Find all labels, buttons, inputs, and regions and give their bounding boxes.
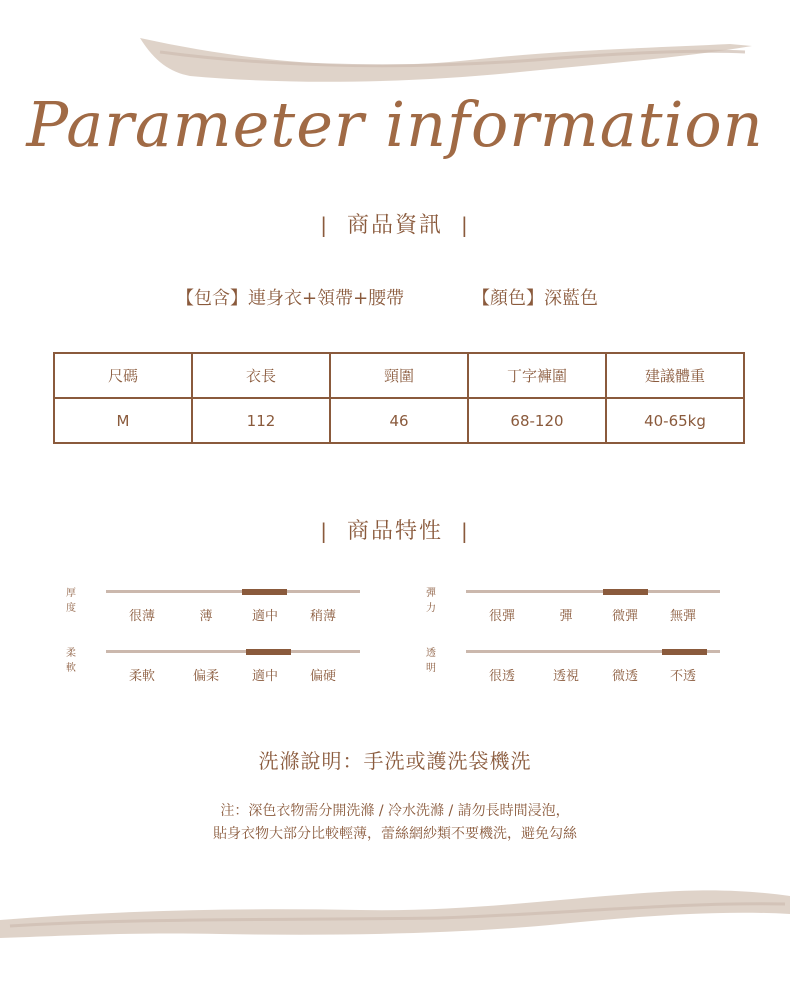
scale-track bbox=[106, 650, 360, 653]
heading-left-bar: | bbox=[320, 213, 329, 237]
wash-instructions: 洗滌說明：手洗或護洗袋機洗 bbox=[258, 749, 532, 773]
table-header-cell: 建議體重 bbox=[606, 353, 744, 398]
scale-option: 無彈 bbox=[669, 609, 696, 624]
heading-left-bar: | bbox=[320, 519, 329, 543]
table-header-cell: 尺碼 bbox=[54, 353, 192, 398]
features-heading bbox=[0, 514, 790, 545]
scale-label: 厚度 bbox=[66, 588, 76, 614]
page-title: Parameter information bbox=[26, 88, 764, 161]
scale-option: 彈 bbox=[559, 609, 573, 624]
scale-selected-marker bbox=[242, 589, 287, 595]
scale-option: 柔軟 bbox=[128, 669, 155, 684]
care-note-line-1: 注：深色衣物需分開洗滌 / 冷水洗滌 / 請勿長時間浸泡， bbox=[220, 803, 570, 819]
scale-option: 很彈 bbox=[488, 609, 515, 624]
scale-option: 適中 bbox=[251, 669, 278, 684]
heading-right-bar: | bbox=[461, 213, 470, 237]
scale-selected-marker bbox=[246, 649, 291, 655]
table-header-row bbox=[54, 353, 744, 398]
scale-option: 薄 bbox=[199, 609, 213, 624]
care-note-line-2: 貼身衣物大部分比較輕薄，蕾絲網紗類不要機洗，避免勾絲 bbox=[213, 826, 577, 842]
scale-selected-marker bbox=[662, 649, 707, 655]
table-header-cell: 頸圍 bbox=[330, 353, 468, 398]
scale-option: 微透 bbox=[611, 669, 638, 684]
scale-option: 偏柔 bbox=[192, 669, 219, 684]
scale-option: 偏硬 bbox=[309, 669, 336, 684]
scale-option: 透視 bbox=[552, 669, 579, 684]
table-header-cell: 衣長 bbox=[192, 353, 330, 398]
scale-option: 稍薄 bbox=[309, 609, 336, 624]
scale-option: 不透 bbox=[669, 669, 696, 684]
table-cell: M bbox=[54, 398, 192, 443]
scale-option: 適中 bbox=[251, 609, 278, 624]
scale-label: 彈力 bbox=[426, 588, 436, 614]
heading-right-bar: | bbox=[461, 519, 470, 543]
features-heading-text: 商品特性 bbox=[346, 519, 443, 544]
table-cell: 40-65kg bbox=[606, 398, 744, 443]
color-text: 【顏色】深藍色 bbox=[472, 288, 598, 309]
scale-selected-marker bbox=[603, 589, 648, 595]
bottom-brush-stroke bbox=[0, 880, 790, 950]
product-info-heading-text: 商品資訊 bbox=[346, 213, 443, 238]
scale-option: 微彈 bbox=[611, 609, 638, 624]
top-brush-stroke bbox=[0, 22, 790, 92]
scale-option: 很薄 bbox=[128, 609, 155, 624]
scale-label: 透明 bbox=[426, 648, 436, 674]
table-cell: 68-120 bbox=[468, 398, 606, 443]
table-header-cell: 丁字褲圍 bbox=[468, 353, 606, 398]
scale-label: 柔軟 bbox=[66, 648, 76, 674]
includes-text: 【包含】連身衣+領帶+腰帶 bbox=[176, 288, 405, 309]
size-table bbox=[53, 352, 745, 444]
scale-track bbox=[106, 590, 360, 593]
table-row bbox=[54, 398, 744, 443]
product-info-heading bbox=[0, 208, 790, 239]
scale-option: 很透 bbox=[488, 669, 515, 684]
table-cell: 112 bbox=[192, 398, 330, 443]
table-cell: 46 bbox=[330, 398, 468, 443]
scale-track bbox=[466, 590, 720, 593]
